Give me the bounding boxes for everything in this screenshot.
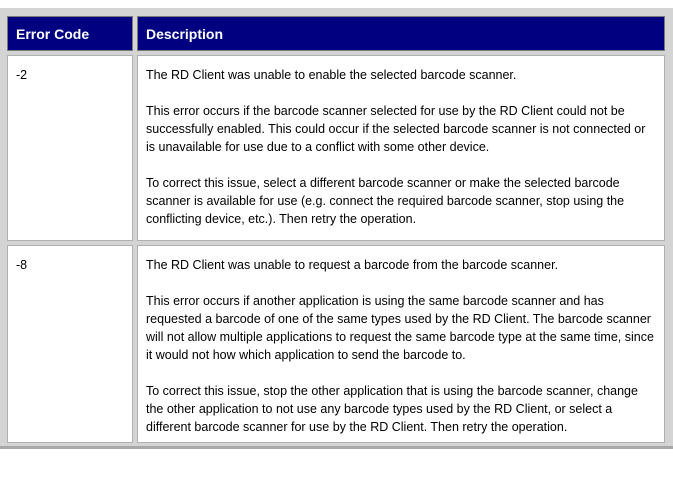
header-error-code: Error Code <box>7 16 133 51</box>
error-code-cell: -2 <box>7 55 133 241</box>
description-cause: This error occurs if the barcode scanner selected for use by the RD Client could not be successfully enabled. This could occur if the selected barcode scanner is not connected or is unavailable for use due to a conflict with some other device. <box>146 104 646 154</box>
description-cell <box>137 55 665 241</box>
description-resolution: To correct this issue, stop the other application that is using the barcode scanner, change the other application to not use any barcode types used by the RD Client, or select a different barcode scanner for use by the RD Client. Then retry the operation. <box>146 384 638 434</box>
table-row <box>7 245 665 443</box>
description-cell <box>137 245 665 443</box>
header-row <box>7 16 665 51</box>
description-cause: This error occurs if another application is using the same barcode scanner and has requested a barcode of one of the same types used by the RD Client. The barcode scanner will not allow multiple applications to request the same barcode type at the same time, since it would not how which application to send the barcode to. <box>146 294 654 362</box>
error-code-table-frame <box>0 8 673 449</box>
description-summary: The RD Client was unable to enable the selected barcode scanner. <box>146 68 517 82</box>
table-row <box>7 55 665 241</box>
error-code-cell: -8 <box>7 245 133 443</box>
description-resolution: To correct this issue, select a different barcode scanner or make the selected barcode scanner is available for use (e.g. connect the required barcode scanner, stop using the conflicting device, etc.). Then retry the operation. <box>146 176 625 226</box>
description-summary: The RD Client was unable to request a barcode from the barcode scanner. <box>146 258 559 272</box>
header-description: Description <box>137 16 665 51</box>
error-code-table <box>3 12 669 447</box>
